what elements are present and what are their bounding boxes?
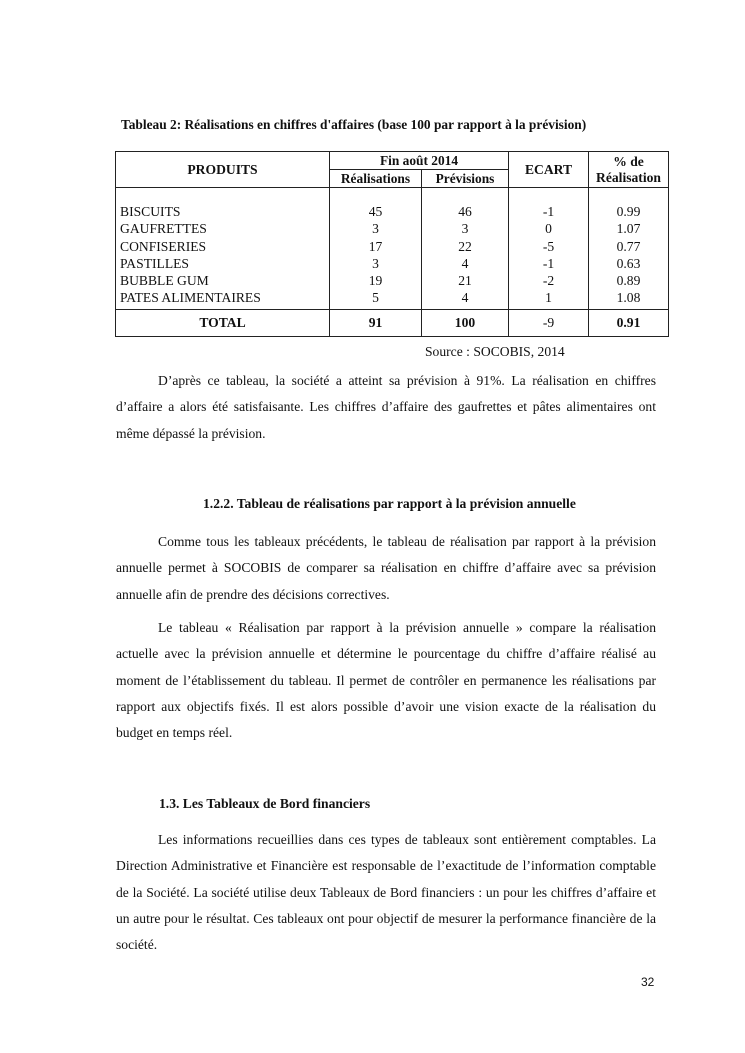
cell-realisation: 19 — [368, 273, 383, 289]
sales-table — [115, 151, 669, 337]
cell-pct: 0.63 — [616, 255, 641, 271]
header-period: Fin août 2014 — [330, 152, 509, 170]
col-realisations — [330, 188, 422, 310]
cell-produit: PASTILLES — [120, 255, 189, 271]
cell-produit: BISCUITS — [120, 204, 181, 219]
cell-prevision: 21 — [458, 273, 472, 289]
paragraph-financial-dashboards: Les informations recueillies dans ces types de tableaux sont entièrement comptables. La Direction Administrative et Financière est responsable de l’exactitude de l’information comptable de la Société. La société utilise deux Tableaux de Bord financiers : un pour les chiffres d’affaire et un autre pour le résultat. Ces tableaux ont pour objectif de mesurer la performance financière de la société. — [116, 832, 656, 953]
header-previsions: Prévisions — [422, 170, 509, 188]
header-pct-line1: % de — [613, 153, 644, 169]
header-pct — [589, 152, 669, 188]
cell-prevision: 4 — [461, 255, 469, 271]
cell-realisation: 5 — [372, 290, 379, 306]
header-pct-line2: Réalisation — [596, 169, 661, 185]
col-previsions — [422, 188, 509, 310]
cell-ecart: -5 — [542, 238, 555, 254]
cell-prevision: 22 — [458, 238, 472, 254]
total-row — [116, 309, 669, 336]
cell-produit: CONFISERIES — [120, 238, 207, 254]
paragraph-analysis: D’après ce tableau, la société a atteint sa prévision à 91%. La réalisation en chiffres d’affaire a alors été satisfaisante. Les chiffres d’affaire des gaufrettes et pâtes alimentaires ont même dépassé la prévision. — [116, 373, 656, 441]
cell-pct: 0.99 — [616, 204, 641, 219]
cell-ecart: 0 — [545, 221, 552, 237]
col-produits — [116, 188, 330, 310]
table-source: Source : SOCOBIS, 2014 — [425, 344, 565, 359]
cell-produit: BUBBLE GUM — [120, 273, 209, 289]
header-row-1 — [116, 152, 669, 170]
section-heading-1-2-2: 1.2.2. Tableau de réalisations par rapport à la prévision annuelle — [203, 496, 576, 511]
cell-realisation: 45 — [368, 204, 383, 219]
cell-ecart: 1 — [545, 290, 552, 306]
total-ecart: -9 — [509, 309, 589, 336]
cell-ecart: -1 — [542, 255, 555, 271]
header-realisations: Réalisations — [330, 170, 422, 188]
page-number: 32 — [641, 975, 655, 989]
cell-pct: 0.89 — [616, 273, 641, 289]
total-pct: 0.91 — [589, 309, 669, 336]
cell-pct: 0.77 — [616, 238, 641, 254]
cell-realisation: 3 — [372, 221, 379, 237]
cell-prevision: 3 — [461, 221, 469, 237]
cell-pct: 1.07 — [616, 221, 641, 237]
cell-produit: GAUFRETTES — [120, 221, 207, 237]
total-label: TOTAL — [116, 309, 330, 336]
cell-produit: PATES ALIMENTAIRES — [120, 290, 261, 306]
cell-realisation: 3 — [372, 255, 379, 271]
total-prevision: 100 — [422, 309, 509, 336]
header-produits: PRODUITS — [116, 152, 330, 188]
table-body-row — [116, 188, 669, 310]
cell-prevision: 4 — [461, 290, 469, 306]
col-pct — [589, 188, 669, 310]
paragraph-annual-table: Le tableau « Réalisation par rapport à la prévision annuelle » compare la réalisation actuelle avec la prévision annuelle et détermine le pourcentage du chiffre d’affaire réalisé au moment de l’établissement du tableau. Il permet de contrôler en permanence les réalisations par rapport aux objectifs fixés. Il est alors possible d’avoir une vision exacte de la réalisation du budget en temps réel. — [116, 620, 656, 741]
cell-realisation: 17 — [368, 238, 383, 254]
cell-pct: 1.08 — [616, 290, 641, 306]
paragraph-annual-comparison: Comme tous les tableaux précédents, le tableau de réalisation par rapport à la prévision annuelle permet à SOCOBIS de comparer sa réalisation en chiffre d’affaire avec sa prévision annuelle afin de prendre des décisions correctives. — [116, 534, 656, 602]
header-ecart: ECART — [509, 152, 589, 188]
section-heading-1-3: 1.3. Les Tableaux de Bord financiers — [159, 796, 371, 811]
cell-prevision: 46 — [458, 204, 472, 219]
cell-ecart: -1 — [542, 204, 555, 219]
table-caption: Tableau 2: Réalisations en chiffres d'affaires (base 100 par rapport à la prévision) — [121, 117, 587, 132]
cell-ecart: -2 — [542, 273, 555, 289]
col-ecart — [509, 188, 589, 310]
total-realisation: 91 — [330, 309, 422, 336]
